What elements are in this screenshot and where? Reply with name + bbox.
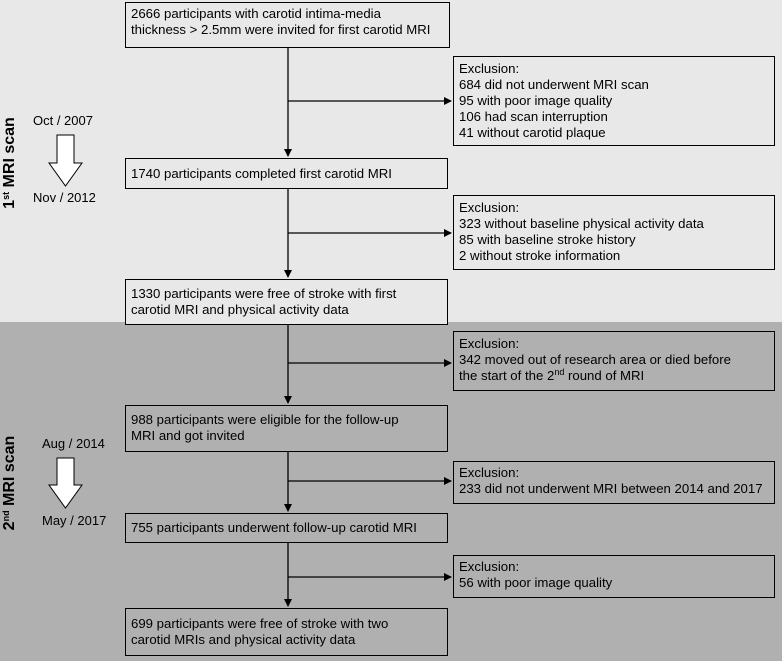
exclusion-item: 56 with poor image quality [459, 575, 613, 590]
exclusion-item: 684 did not underwent MRI scan [459, 77, 649, 92]
exclusion-item [459, 368, 769, 384]
flow-box-invited [125, 2, 450, 48]
exclusion-item-text: the start of the 2 [459, 368, 555, 383]
box-text: 1740 participants completed first carotid MRI [131, 166, 392, 181]
box-text: carotid MRI and physical activity data [131, 302, 349, 317]
box-text: 988 participants were eligible for the follow-up [131, 412, 399, 427]
exclusion-box-moved-out [453, 331, 775, 391]
flow-box-free-of-stroke-first [125, 279, 448, 325]
exclusion-title: Exclusion: [459, 465, 520, 480]
exclusion-item: 2 without stroke information [459, 248, 621, 263]
phase-label-text: MRI scan [1, 435, 18, 506]
phase-label-text: MRI scan [1, 117, 18, 188]
exclusion-title: Exclusion: [459, 559, 520, 574]
exclusion-title: Exclusion: [459, 61, 520, 76]
period-arrow-first [49, 135, 82, 186]
phase-ordinal-suffix: st [1, 191, 11, 200]
exclusion-item: 323 without baseline physical activity data [459, 216, 704, 231]
phase-end-date: Nov / 2012 [33, 190, 96, 205]
flow-box-final-cohort [125, 608, 448, 656]
phase-ordinal: 1 [1, 199, 18, 209]
period-arrow-second [49, 458, 82, 508]
phase-start-date: Aug / 2014 [42, 436, 105, 451]
box-text: 755 participants underwent follow-up carotid MRI [131, 520, 417, 535]
exclusion-item: 95 with poor image quality [459, 93, 613, 108]
flow-box-followup-mri [125, 513, 448, 543]
ordinal-suffix: nd [554, 367, 565, 377]
phase-label-first [1, 113, 19, 213]
phase-end-date: May / 2017 [42, 513, 107, 528]
exclusion-item: 342 moved out of research area or died before [459, 352, 731, 367]
exclusion-box-poor-quality [453, 555, 775, 598]
exclusion-item: 85 with baseline stroke history [459, 232, 636, 247]
exclusion-item: 41 without carotid plaque [459, 125, 606, 140]
exclusion-title: Exclusion: [459, 200, 520, 215]
exclusion-box-first-mri [453, 56, 775, 146]
phase-label-second [1, 433, 19, 533]
box-text: 1330 participants were free of stroke with first [131, 286, 397, 301]
exclusion-item: 233 did not underwent MRI between 2014 and 2017 [459, 481, 763, 496]
exclusion-box-baseline [453, 195, 775, 270]
phase-ordinal-suffix: nd [1, 510, 11, 522]
flow-box-first-mri [125, 158, 448, 189]
flow-box-eligible-followup [125, 405, 448, 452]
exclusion-item-text: round of MRI [564, 368, 645, 383]
phase-start-date: Oct / 2007 [33, 113, 93, 128]
exclusion-item: 106 had scan interruption [459, 109, 608, 124]
box-text: 2666 participants with carotid intima-media [131, 6, 381, 21]
box-text: thickness > 2.5mm were invited for first carotid MRI [131, 22, 431, 37]
box-text: carotid MRIs and physical activity data [131, 632, 356, 647]
exclusion-box-not-underwent [453, 461, 775, 504]
exclusion-title: Exclusion: [459, 336, 520, 351]
box-text: 699 participants were free of stroke with two [131, 616, 389, 631]
phase-ordinal: 2 [1, 521, 18, 531]
box-text: MRI and got invited [131, 428, 245, 443]
